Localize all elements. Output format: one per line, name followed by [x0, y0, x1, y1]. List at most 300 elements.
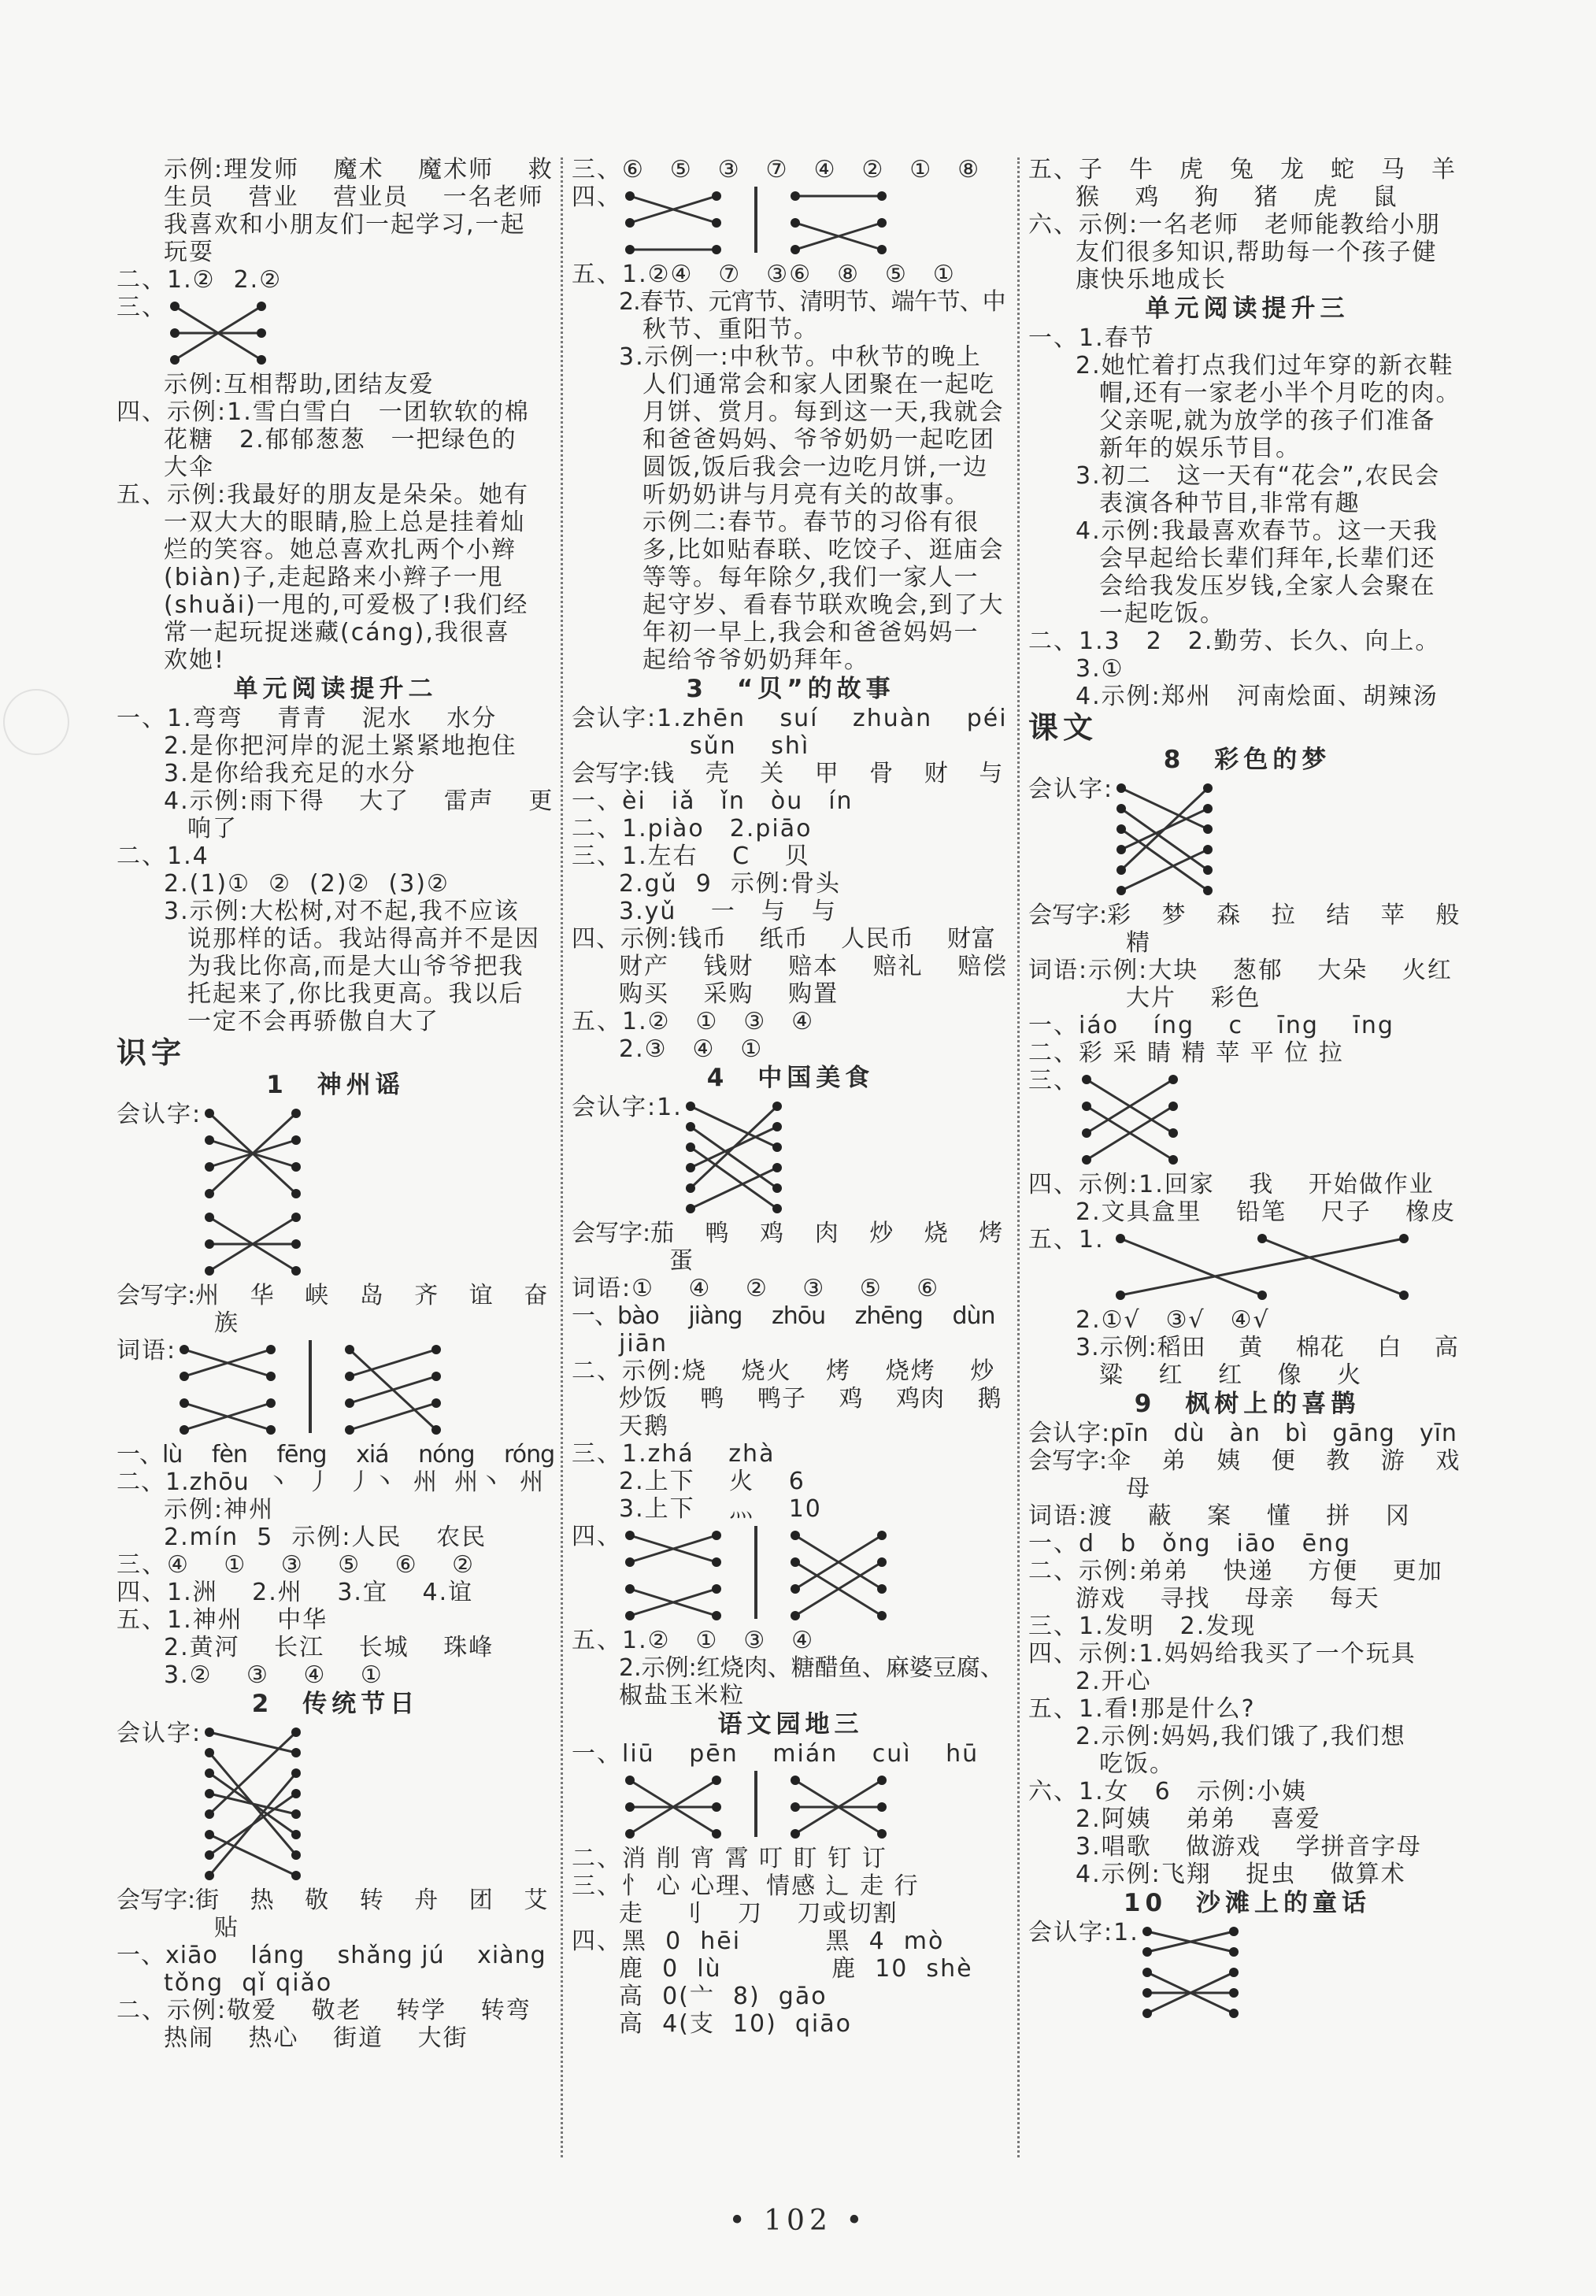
match-dot [266, 1345, 276, 1354]
answer-line: 月饼、赏月。每到这一天,我就会 [642, 398, 1005, 426]
answer-line: 贴 [214, 1914, 239, 1942]
match-dot [1082, 1155, 1091, 1165]
answer-line: 响了 [187, 815, 238, 842]
match-line [691, 1106, 777, 1188]
match-dot [712, 1829, 721, 1839]
match-dot [772, 1204, 782, 1213]
answer-line: 二、1.piào 2.piāo [572, 815, 813, 842]
answer-line: 2.③ ④ ① [619, 1035, 764, 1063]
match-dot [625, 1829, 635, 1839]
match-dot [712, 1802, 721, 1812]
answer-line: sǔn shì [690, 732, 810, 760]
answer-line: 四、示例:钱币 纸币 人民币 财富 [572, 925, 996, 953]
match-dot [345, 1372, 354, 1381]
match-dot [877, 1531, 887, 1540]
match-dot [1082, 1128, 1091, 1138]
match-dot [712, 218, 721, 228]
match-dot [772, 1183, 782, 1193]
answer-line: jiān [619, 1330, 668, 1357]
matching-diagram [572, 1523, 1009, 1625]
match-dot [205, 1266, 214, 1276]
match-dot [877, 1611, 887, 1620]
match-dot [291, 1850, 301, 1860]
match-dot [291, 1213, 301, 1222]
answer-line: 4.示例:我最喜欢春节。这一天我 [1076, 517, 1439, 545]
answer-line: 四、示例:1.妈妈给我买了一个玩具 [1028, 1640, 1416, 1668]
divider-bar [724, 1768, 787, 1840]
match-dot [431, 1372, 441, 1381]
answer-line: 2.(1)① ② (2)② (3)② [164, 870, 450, 898]
answer-line: 三、⑥ ⑤ ③ ⑦ ④ ② ① ⑧ [572, 156, 981, 183]
match-dot [257, 328, 266, 338]
lesson-title: 8 彩色的梦 [1163, 746, 1331, 774]
answer-line: 一双大大的眼睛,脸上总是挂着灿 [164, 509, 526, 536]
answer-line: 会写字:茄 鸭 鸡 肉 炒 烧 烤 [572, 1220, 1003, 1247]
answer-line: 3.示例一:中秋节。中秋节的晚上 [619, 343, 982, 371]
lesson-title: 语文园地三 [717, 1710, 864, 1739]
match-dot [625, 245, 635, 254]
matching-diagram [117, 294, 554, 369]
match-dot [686, 1102, 695, 1111]
match-dot [877, 1584, 887, 1594]
answer-line: 游戏 寻找 母亲 每天 [1076, 1585, 1380, 1613]
lesson-title: 4 中国美食 [706, 1064, 875, 1092]
match-dot [1229, 1927, 1239, 1936]
match-dot [772, 1122, 782, 1131]
match-dot [1116, 783, 1126, 793]
answer-line: 示例:互相帮助,团结友爱 [164, 371, 435, 398]
match-dot [625, 1611, 635, 1620]
answer-line: 2.①√ ③√ ④√ [1076, 1306, 1270, 1334]
answer-line: 3.② ③ ④ ① [164, 1661, 383, 1689]
matching-lines [202, 1723, 304, 1885]
answer-line: 一、1.春节 [1028, 324, 1155, 352]
match-dot [791, 245, 800, 254]
match-dot [205, 1162, 214, 1172]
answer-line: 说那样的话。我站得高并不是因 [187, 925, 540, 953]
divider-bar [724, 1523, 787, 1622]
answer-line: 二、示例:敬爱 敬老 转学 转弯 [117, 1997, 531, 2024]
answer-line: 一、èi iǎ ǐn òu ín [572, 787, 854, 815]
answer-line: 人们通常会和家人团聚在一起吃 [642, 371, 995, 398]
match-dot [877, 191, 887, 201]
match-dot [205, 1748, 214, 1757]
match-dot [1142, 2009, 1152, 2018]
match-dot [1203, 824, 1213, 834]
match-dot [205, 1768, 214, 1778]
answer-column-1 [117, 156, 554, 2052]
match-dot [180, 1345, 189, 1354]
match-dot [1203, 865, 1213, 875]
answer-line: 会写字:州 华 峡 岛 齐 谊 奋 [117, 1282, 548, 1309]
match-dot [1229, 1947, 1239, 1957]
match-dot [291, 1768, 301, 1778]
answer-line: 秋节、重阳节。 [642, 316, 819, 343]
match-dot [345, 1345, 354, 1354]
match-dot [205, 1850, 214, 1860]
section-heading: 识字 [117, 1035, 187, 1070]
answer-line: 高 4(支 10) qiāo [619, 2010, 853, 2038]
answer-line: 一、bào jiàng zhōu zhēng dùn [572, 1302, 995, 1330]
answer-line: 六、1.女 6 示例:小姨 [1028, 1778, 1307, 1805]
answer-line: 一、d b ǒng iāo ēng [1028, 1530, 1352, 1557]
match-dot [877, 218, 887, 228]
match-dot [1203, 783, 1213, 793]
match-dot [1116, 1234, 1125, 1243]
answer-line: 词语:① ④ ② ③ ⑤ ⑥ [572, 1275, 940, 1302]
match-dot [1399, 1291, 1409, 1300]
match-dot [686, 1122, 695, 1131]
match-dot [791, 1776, 800, 1785]
matching-lines [622, 1771, 724, 1843]
match-dot [291, 1728, 301, 1737]
diagram-label: 会认字: [1028, 776, 1114, 803]
answer-line: 会认字:pīn dù àn bì gāng yīn [1028, 1420, 1457, 1447]
answer-line: 一定不会再骄傲自大了 [187, 1008, 439, 1035]
answer-line: 和爸爸妈妈、爷爷奶奶一起吃团 [642, 426, 995, 454]
match-dot [772, 1142, 782, 1152]
answer-line: 起守岁、看春节联欢晚会,到了大 [642, 591, 1005, 619]
answer-line: 欢她! [164, 646, 226, 674]
answer-line: 椒盐玉米粒 [619, 1682, 745, 1709]
answer-line: 六、示例:一名老师 老师能教给小朋 [1028, 211, 1442, 239]
answer-line: 帽,还有一家老小半个月吃的肉。 [1099, 380, 1461, 407]
match-dot [1142, 1968, 1152, 1977]
match-dot [170, 355, 180, 365]
match-dot [625, 191, 635, 201]
match-dot [712, 1611, 721, 1620]
lesson-title: 3 “贝”的故事 [686, 675, 895, 703]
matching-lines [787, 1526, 890, 1625]
match-dot [791, 1531, 800, 1540]
match-dot [1116, 845, 1126, 854]
faint-stamp [3, 689, 69, 755]
diagram-label: 三、 [117, 294, 167, 321]
match-dot [625, 1531, 635, 1540]
answer-line: 二、1.4 [117, 842, 209, 870]
match-dot [291, 1162, 301, 1172]
matching-diagram [117, 1720, 554, 1885]
matching-lines [622, 187, 724, 259]
match-dot [877, 1802, 887, 1812]
answer-line: 常一起玩捉迷藏(cáng),我很喜 [164, 619, 510, 646]
match-dot [791, 1829, 800, 1839]
match-dot [1142, 1927, 1152, 1936]
answer-line: 3.① [1076, 655, 1124, 683]
match-dot [431, 1425, 441, 1435]
match-dot [170, 328, 180, 338]
match-dot [1116, 886, 1126, 895]
answer-line: 二、示例:弟弟 快递 方便 更加 [1028, 1557, 1443, 1585]
match-dot [772, 1163, 782, 1172]
match-dot [1203, 886, 1213, 895]
answer-line: 粱 红 红 像 火 [1099, 1361, 1363, 1389]
match-dot [431, 1398, 441, 1408]
match-dot [625, 1557, 635, 1567]
match-dot [257, 302, 266, 311]
match-dot [266, 1398, 276, 1408]
answer-line: 精 [1126, 929, 1151, 957]
match-dot [180, 1372, 189, 1381]
match-dot [205, 1830, 214, 1839]
match-dot [877, 1776, 887, 1785]
answer-line: 一起吃饭。 [1099, 600, 1225, 628]
answer-line: 五、1.②④ ⑦ ③⑥ ⑧ ⑤ ① [572, 261, 956, 288]
match-dot [877, 245, 887, 254]
answer-line: 会写字:彩 梦 森 拉 结 苹 般 [1028, 902, 1460, 929]
match-dot [1082, 1075, 1091, 1084]
diagram-label: 词语: [117, 1337, 177, 1365]
match-dot [1229, 1968, 1239, 1977]
match-dot [1168, 1102, 1178, 1111]
match-dot [1203, 804, 1213, 813]
answer-line: 三、1.zhá zhà [572, 1440, 776, 1468]
answer-line: 一、liū pēn mián cuì hū [572, 1740, 979, 1768]
match-dot [1116, 1291, 1125, 1300]
match-dot [266, 1425, 276, 1435]
match-dot [791, 1611, 800, 1620]
answer-line: 词语:渡 蔽 案 懂 拼 冈 [1028, 1502, 1411, 1530]
answer-line: 多,比如贴春联、吃饺子、逛庙会 [642, 536, 1005, 564]
answer-line: 起给爷爷奶奶拜年。 [642, 646, 869, 674]
match-dot [712, 1531, 721, 1540]
diagram-label: 三、 [1028, 1067, 1079, 1094]
answer-line: 烂的笑容。她总喜欢扎两个小辫 [164, 536, 517, 564]
match-dot [205, 1871, 214, 1880]
match-dot [625, 1776, 635, 1785]
answer-line: 2.阿姨 弟弟 喜爱 [1076, 1805, 1321, 1833]
matching-diagram [1028, 776, 1466, 900]
match-dot [1229, 2009, 1239, 2018]
answer-line: (biàn)子,走起路来小辫子一甩 [164, 564, 504, 591]
answer-line: 我喜欢和小朋友们一起学习,一起 [164, 211, 526, 239]
answer-line: 会认字:1.zhēn suí zhuàn péi [572, 705, 1008, 732]
answer-line: 2.黄河 长江 长城 珠峰 [164, 1634, 494, 1661]
diagram-label: 会认字: [117, 1720, 202, 1747]
match-dot [180, 1425, 189, 1435]
match-dot [712, 191, 721, 201]
answer-line: 热闹 热心 街道 大街 [164, 2024, 468, 2052]
match-line [1262, 1239, 1404, 1295]
diagram-label: 四、 [572, 183, 622, 211]
answer-line: 吃饭。 [1099, 1750, 1175, 1778]
diagram-label: 会认字: [117, 1101, 202, 1128]
answer-line: 会写字:钱 壳 关 甲 骨 财 与 [572, 760, 1003, 787]
answer-line: 表演各种节目,非常有趣 [1099, 490, 1361, 517]
answer-line: 一、xiāo láng shǎng jú xiàng [117, 1942, 546, 1969]
answer-line: tǒng qǐ qiǎo [164, 1969, 333, 1997]
match-dot [1257, 1291, 1267, 1300]
answer-line: 3.示例:稻田 黄 棉花 白 高 [1076, 1334, 1459, 1361]
answer-line: 会给我发压岁钱,全家人会聚在 [1099, 572, 1436, 600]
match-dot [686, 1183, 695, 1193]
answer-line: 三、1.发明 2.发现 [1028, 1613, 1257, 1640]
match-dot [291, 1830, 301, 1839]
answer-line: 走 刂 刀 刀或切割 [619, 1900, 898, 1928]
answer-line: 2.上下 火 6 [619, 1468, 805, 1495]
match-dot [686, 1204, 695, 1213]
diagram-label: 会认字:1. [572, 1094, 683, 1121]
match-dot [170, 302, 180, 311]
answer-line: 生员 营业 营业员 一名老师 [164, 183, 544, 211]
answer-line: 会写字:伞 弟 姨 便 教 游 戏 [1028, 1447, 1460, 1475]
match-line [691, 1168, 777, 1209]
match-dot [205, 1809, 214, 1819]
divider-bar [279, 1337, 342, 1436]
answer-line: 鹿 0 lù 鹿 10 shè [619, 1955, 973, 1983]
answer-line: 二、1.zhōu 丶 丿 丿丶 州 州丶 州 [117, 1468, 545, 1496]
answer-line: 二、消 削 宵 霄 叮 盯 钉 订 [572, 1845, 887, 1872]
answer-line: 2.文具盒里 铅笔 尺子 橡皮 [1076, 1198, 1457, 1226]
answer-line: 2.示例:红烧肉、糖醋鱼、麻婆豆腐、 [619, 1654, 1004, 1682]
answer-line: 族 [214, 1309, 239, 1337]
answer-column-2 [572, 156, 1009, 2038]
match-dot [205, 1189, 214, 1198]
answer-line: 托起来了,你比我更高。我以后 [187, 980, 524, 1008]
matching-lines [202, 1208, 304, 1280]
answer-line: 玩耍 [164, 239, 214, 266]
matching-lines [787, 187, 890, 259]
match-dot [712, 245, 721, 254]
match-dot [345, 1398, 354, 1408]
match-dot [791, 191, 800, 201]
match-dot [266, 1372, 276, 1381]
matching-diagram [117, 1205, 554, 1280]
match-dot [772, 1102, 782, 1111]
match-line [209, 1732, 296, 1753]
matching-lines [622, 1526, 724, 1625]
answer-line: 词语:示例:大块 葱郁 大朵 火红 [1028, 957, 1453, 984]
match-dot [291, 1789, 301, 1798]
matching-diagram [572, 1768, 1009, 1843]
answer-line: 年初一早上,我会和爸爸妈妈一 [642, 619, 979, 646]
page-number: • 102 • [728, 2205, 868, 2237]
match-dot [1116, 824, 1126, 834]
answer-line: 五、1.神州 中华 [117, 1606, 328, 1634]
answer-line: 高 0(亠 8) gāo [619, 1983, 828, 2010]
matching-diagram [117, 1337, 554, 1439]
answer-line: 2.是你把河岸的泥土紧紧地抱住 [164, 732, 517, 760]
answer-line: 示例:神州 [164, 1496, 275, 1524]
match-dot [205, 1109, 214, 1118]
match-dot [291, 1239, 301, 1249]
match-dot [291, 1871, 301, 1880]
matching-lines [1079, 1070, 1181, 1169]
answer-line: 会早起给长辈们拜年,长辈们还 [1099, 545, 1436, 572]
match-dot [345, 1425, 354, 1435]
match-dot [625, 1584, 635, 1594]
matching-lines [787, 1771, 890, 1843]
answer-line: 三、忄 心 心理、情感 辶 走 行 [572, 1872, 920, 1900]
answer-line: 一、lù fèn fēng xiá nóng róng [117, 1441, 555, 1468]
answer-line: 四、黑 0 hēi 黑 4 mò [572, 1928, 945, 1955]
answer-line: 母 [1126, 1475, 1151, 1502]
answer-line: 4.示例:飞翔 捉虫 做算术 [1076, 1861, 1406, 1888]
match-dot [712, 1776, 721, 1785]
matching-diagram [1028, 1067, 1466, 1169]
answer-line: 大伞 [164, 454, 214, 481]
match-dot [1257, 1234, 1267, 1243]
matching-lines [176, 1340, 279, 1439]
answer-line: 2.示例:妈妈,我们饿了,我们想 [1076, 1723, 1406, 1750]
answer-line: 猴 鸡 狗 猪 虎 鼠 [1076, 183, 1398, 211]
answer-line: 蛋 [669, 1247, 694, 1275]
column-divider [561, 157, 563, 2157]
answer-line: 2.开心 [1076, 1668, 1152, 1695]
answer-line: 二、1.3 2 2.勤劳、长久、向上。 [1028, 628, 1441, 655]
answer-line: 3.初二 这一天有“花会”,农民会 [1076, 462, 1441, 490]
match-dot [712, 1584, 721, 1594]
answer-line: 二、彩 采 睛 精 苹 平 位 拉 [1028, 1039, 1344, 1067]
match-dot [877, 1829, 887, 1839]
match-dot [712, 1557, 721, 1567]
answer-line: 一、iáo íng c īng īng [1028, 1012, 1394, 1039]
match-dot [1168, 1128, 1178, 1138]
diagram-label: 会认字:1. [1028, 1919, 1139, 1946]
answer-line: 四、1.洲 2.州 3.宜 4.谊 [117, 1579, 474, 1606]
match-dot [1116, 804, 1126, 813]
answer-line: 炒饭 鸭 鸭子 鸡 鸡肉 鹅 [619, 1385, 1002, 1413]
match-dot [791, 1584, 800, 1594]
answer-line: 二、示例:烧 烧火 烤 烧烤 炒 [572, 1357, 996, 1385]
match-dot [1399, 1234, 1409, 1243]
match-line [1120, 1239, 1262, 1295]
match-dot [291, 1109, 301, 1118]
answer-column-3 [1028, 156, 1466, 2024]
match-dot [791, 1557, 800, 1567]
matching-lines [342, 1340, 444, 1439]
matching-diagram [572, 183, 1009, 259]
lesson-title: 单元阅读提升三 [1145, 294, 1350, 323]
divider-bar [724, 183, 787, 256]
match-dot [1168, 1075, 1178, 1084]
answer-line: 父亲呢,就为放学的孩子们准备 [1099, 407, 1436, 435]
answer-line: 财产 钱财 赔本 赔礼 赔偿 [619, 953, 1009, 980]
column-divider [1017, 157, 1020, 2157]
match-dot [791, 1802, 800, 1812]
answer-line: 康快乐地成长 [1076, 266, 1227, 294]
match-dot [1142, 1947, 1152, 1957]
answer-line: 3.上下 灬 10 [619, 1495, 822, 1523]
match-dot [291, 1266, 301, 1276]
answer-line: 3.示例:大松树,对不起,我不应该 [164, 898, 520, 925]
match-dot [1116, 865, 1126, 875]
answer-line: 会写字:街 热 敬 转 舟 团 艾 [117, 1887, 548, 1914]
answer-line: 五、1.② ① ③ ④ [572, 1627, 815, 1654]
answer-line: 2.mín 5 示例:人民 农民 [164, 1524, 487, 1551]
answer-line: 4.示例:郑州 河南烩面、胡辣汤 [1076, 683, 1439, 710]
match-dot [1082, 1102, 1091, 1111]
answer-line: 一、1.弯弯 青青 泥水 水分 [117, 705, 498, 732]
match-dot [431, 1345, 441, 1354]
match-dot [205, 1213, 214, 1222]
matching-diagram [1028, 1226, 1466, 1305]
answer-line: 二、1.② 2.② [117, 266, 283, 294]
match-dot [791, 218, 800, 228]
match-dot [877, 1557, 887, 1567]
answer-line: 五、1.② ① ③ ④ [572, 1008, 815, 1035]
match-line [1120, 1239, 1404, 1295]
lesson-title: 单元阅读提升二 [233, 675, 438, 703]
matching-diagram [572, 1094, 1009, 1218]
match-line [1121, 788, 1208, 829]
matching-diagram [1028, 1919, 1466, 2023]
match-dot [291, 1189, 301, 1198]
answer-line: 四、示例:1.雪白雪白 一团软软的棉 [117, 398, 530, 426]
match-dot [205, 1135, 214, 1145]
match-line [1121, 788, 1208, 870]
match-dot [1142, 1988, 1152, 1998]
